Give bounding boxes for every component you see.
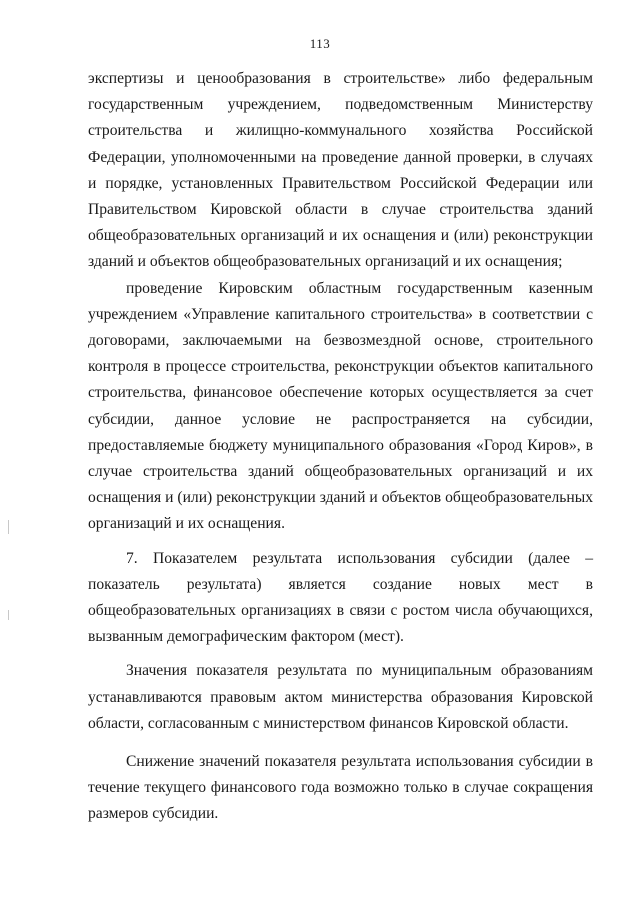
paragraph-result-indicator: 7. Показателем результата использования субсидии (далее – показатель результата) является создание новых мест в общеобразовательных организациях в связи с ростом числа обучающихся, вызванным демографическим фактором (мест). [88, 549, 593, 646]
paragraph-construction-control: проведение Кировским областным государственным казенным учреждением «Управление капитального строительства» в соответствии с договорами, заключаемыми на безвозмездной основе, строительного контроля в процессе строительства, реконструкции объектов капитального строительства, финансовое обеспечение которых осуществляется за счет субсидии, данное условие не распространяется на субсидии, предоставляемые бюджету муниципального образования «Город Киров», в случае строительства зданий общеобразовательных организаций и их оснащения и (или) реконструкции зданий и объектов общеобразовательных организаций и их оснащения. [88, 279, 593, 533]
scan-artifact-line [8, 520, 9, 534]
paragraph-expertise-continuation: экспертизы и ценообразования в строительстве» либо федеральным государственным учреждением, подведомственным Министерству строительства и жилищно-коммунального хозяйства Российской Федерации, уполномоченными на проведение данной проверки, в случаях и порядке, установленных Правительством Российской Федерации или Правительством Кировской области в случае строительства зданий общеобразовательных организаций и их оснащения и (или) реконструкции зданий и объектов общеобразовательных организаций и их оснащения; [88, 70, 593, 271]
document-body [88, 66, 593, 828]
page-number: 113 [309, 36, 331, 51]
paragraph-indicator-values: Значения показателя результата по муниципальным образованиям устанавливаются правовым актом министерства образования Кировской области, согласованным с министерством финансов Кировской области. [88, 662, 593, 732]
paragraph-indicator-reduction: Снижение значений показателя результата использования субсидии в течение текущего финансового года возможно только в случае сокращения размеров субсидии. [88, 753, 593, 823]
scan-artifact-line [8, 610, 9, 620]
